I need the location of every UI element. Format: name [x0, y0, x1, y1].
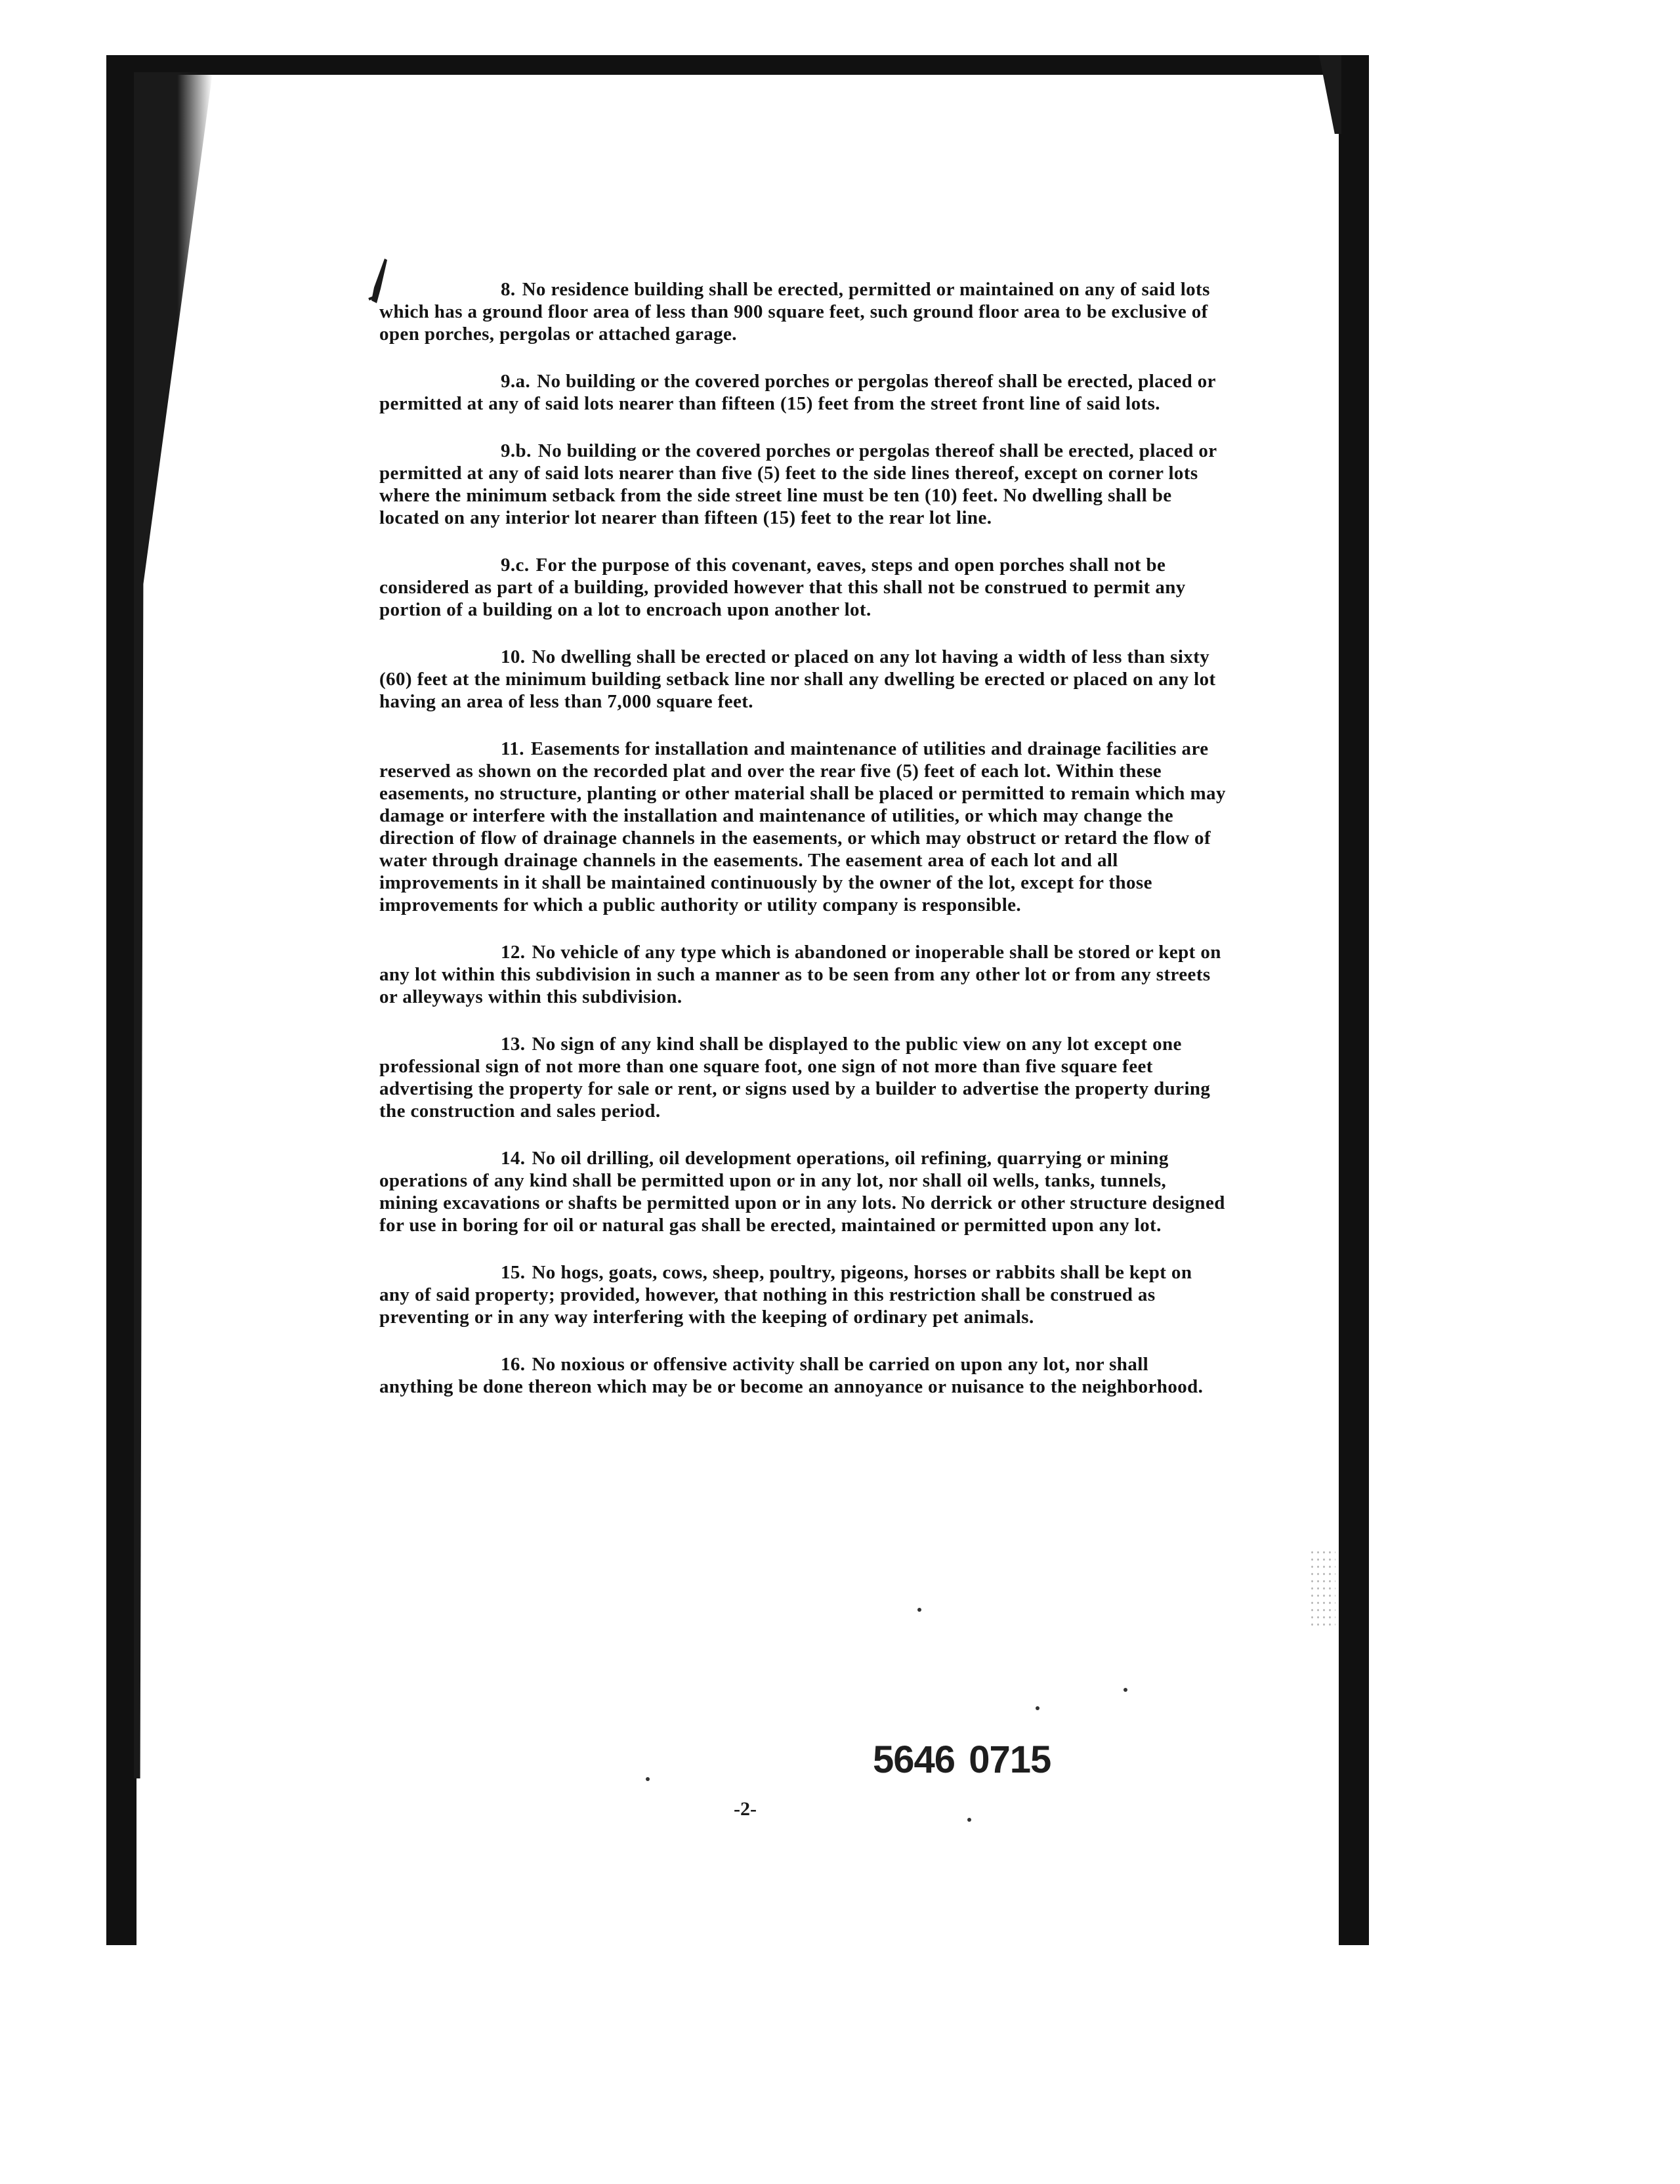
paragraph-number: 11. [501, 738, 524, 759]
scan-speck [1036, 1706, 1040, 1710]
paragraph-number: 9.b. [501, 440, 532, 461]
paragraph-text: No residence building shall be erected, permitted or maintained on any of said lots which has a ground floor area of less than 900 square feet, such ground floor area to be exclusive of open porches, pergolas or attached garage. [379, 279, 1210, 345]
scan-speck [1124, 1688, 1127, 1692]
paragraph-number: 13. [501, 1034, 526, 1055]
scan-border-top [106, 55, 1369, 75]
paragraph-9a [379, 370, 1226, 415]
paragraph-text: No vehicle of any type which is abandoned or inoperable shall be stored or kept on any lot within this subdivision in such a manner as to be seen from any other lot or from any streets or alleyways within this subdivision. [379, 942, 1221, 1007]
paragraph-14 [379, 1147, 1226, 1236]
paragraph-text: No hogs, goats, cows, sheep, poultry, pigeons, horses or rabbits shall be kept on any of said property; provided, however, that nothing in this restriction shall be construed as preventing or in any way interfering with the keeping of ordinary pet animals. [379, 1262, 1192, 1328]
covenant-text [379, 278, 1226, 1423]
scan-speck [646, 1777, 650, 1781]
paragraph-number: 9.a. [501, 371, 531, 392]
recording-stamp-number: 5646 0715 [873, 1738, 1051, 1781]
paragraph-number: 8. [501, 279, 516, 300]
paragraph-text: For the purpose of this covenant, eaves, steps and open porches shall not be considered as part of a building, provided however that this shall not be construed to permit any portion of a building on a lot to encroach upon another lot. [379, 555, 1186, 620]
scan-speck [917, 1608, 921, 1612]
paragraph-number: 9.c. [501, 555, 530, 576]
paragraph-10 [379, 646, 1226, 713]
paragraph-number: 10. [501, 646, 526, 667]
paragraph-number: 14. [501, 1148, 526, 1169]
scan-border-left [106, 55, 136, 1945]
paragraph-text: No dwelling shall be erected or placed on any lot having a width of less than sixty (60) feet at the minimum building setback line nor shall any dwelling be erected or placed on any lot having an area of less than 7,000 square feet. [379, 646, 1216, 712]
page-number: -2- [734, 1798, 757, 1820]
paragraph-16 [379, 1353, 1226, 1398]
paragraph-text: No noxious or offensive activity shall be carried on upon any lot, nor shall anything be done thereon which may be or become an annoyance or nuisance to the neighborhood. [379, 1354, 1204, 1397]
paragraph-9c [379, 554, 1226, 621]
paragraph-11 [379, 738, 1226, 916]
paragraph-number: 16. [501, 1354, 526, 1375]
paragraph-13 [379, 1033, 1226, 1122]
paragraph-text: No building or the covered porches or pergolas thereof shall be erected, placed or permitted at any of said lots nearer than five (5) feet to the side lines thereof, except on corner lots where the minimum setback from the side street line must be ten (10) feet. No dwelling shall be located on any interior lot nearer than fifteen (15) feet to the rear lot line. [379, 440, 1217, 528]
paragraph-8 [379, 278, 1226, 345]
scan-noise [1309, 1549, 1335, 1628]
scan-border-right [1339, 55, 1369, 1945]
paragraph-text: No sign of any kind shall be displayed to the public view on any lot except one professional sign of not more than one square foot, one sign of not more than five square feet advertising the property for sale or rent, or signs used by a builder to advertise the property during the construction and sales period. [379, 1034, 1211, 1122]
paragraph-9b [379, 440, 1226, 529]
paragraph-15 [379, 1261, 1226, 1328]
paragraph-12 [379, 941, 1226, 1008]
paragraph-text: No building or the covered porches or pergolas thereof shall be erected, placed or permitted at any of said lots nearer than fifteen (15) feet from the street front line of said lots. [379, 371, 1216, 414]
scan-speck [967, 1818, 971, 1822]
paragraph-text: Easements for installation and maintenance of utilities and drainage facilities are reserved as shown on the recorded plat and over the rear five (5) feet of each lot. Within these easements, no structure, planting or other material shall be placed or permitted to remain which may damage or interfere with the installation and maintenance of utilities, or which may change the direction of flow of drainage channels in the easements, or which may obstruct or retard the flow of water through drainage channels in the easements. The easement area of each lot and all improvements in it shall be maintained continuously by the owner of the lot, except for those improvements for which a public authority or utility company is responsible. [379, 738, 1226, 915]
paragraph-number: 15. [501, 1262, 526, 1283]
paragraph-number: 12. [501, 942, 526, 963]
paragraph-text: No oil drilling, oil development operations, oil refining, quarrying or mining operations of any kind shall be permitted upon or in any lot, nor shall oil wells, tanks, tunnels, mining excavations or shafts be permitted upon or in any lots. No derrick or other structure designed for use in boring for oil or natural gas shall be erected, maintained or permitted upon any lot. [379, 1148, 1225, 1236]
